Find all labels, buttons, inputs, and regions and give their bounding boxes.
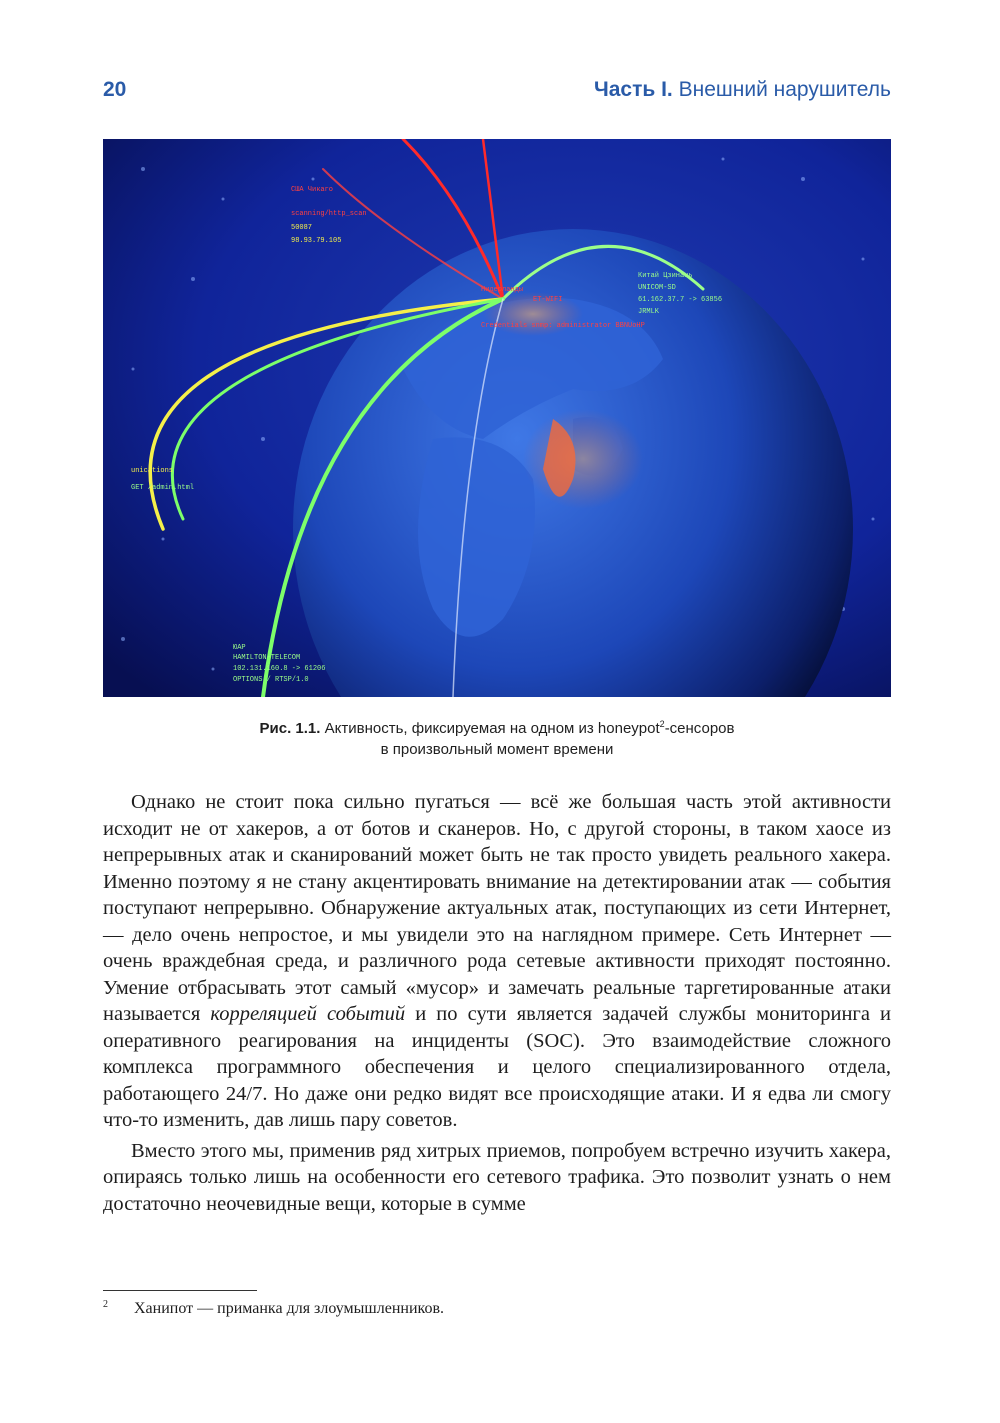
- label-right-1: Китай Цзинань: [638, 272, 693, 280]
- paragraph-1-part-1: Однако не стоит пока сильно пугаться — всё же большая часть этой активности исходит не от хакеров, а от ботов и сканеров. Но, с другой стороны, в таком хаосе из непрерывных атак и сканирований может быть не так просто увидеть реального хакера. Именно поэтому я не стану акцентировать внимание на детектировании атак — события поступают непрерывно. Обнаружение актуальных атак, поступающих из сети Интернет, — дело очень непростое, и мы увидели это на наглядном примере. Сеть Интернет — очень враждебная среда, и различного рода сетевые активности приходят постоянно. Умение отбрасывать этот самый «мусор» и замечать реальные таргетированные атаки называется: [103, 791, 891, 1025]
- footnote-mark: 2: [103, 1299, 108, 1310]
- label-top-2: scanning/http_scan: [291, 210, 367, 218]
- label-bottom-4: OPTIONS / RTSP/1.0: [233, 676, 309, 684]
- label-left-2: GET /admin.html: [131, 484, 195, 492]
- label-right-3: 61.162.37.7 -> 63856: [638, 296, 723, 304]
- caption-line-1: [103, 718, 891, 739]
- city-lights-glow: [523, 409, 643, 509]
- caption-line-2: в произвольный момент времени: [380, 741, 614, 758]
- label-center-2: ET-WIFI: [533, 296, 563, 304]
- globe-illustration: [103, 139, 891, 697]
- footnote-text: Ханипот — приманка для злоумышленников.: [134, 1300, 445, 1317]
- label-top-1: США Чикаго: [291, 186, 334, 194]
- caption-text-after: -сенсоров: [664, 720, 735, 737]
- caption-footnote-ref: 2: [659, 719, 665, 729]
- chapter-title: [594, 78, 891, 102]
- running-header: [103, 74, 891, 106]
- body-text: [103, 789, 891, 1221]
- label-left-1: unications: [131, 467, 174, 475]
- label-bottom-2: HAMILTON-TELECOM: [233, 654, 301, 662]
- label-center-3: Credentials snmp: administrator BBNUoHP: [481, 322, 645, 330]
- label-right-2: UNICOM-SD: [638, 284, 676, 292]
- footnote: [103, 1298, 891, 1320]
- caption-text-before: Активность, фиксируемая на одном из honeypot: [324, 720, 660, 737]
- label-bottom-3: 102.131.160.8 -> 61206: [233, 665, 326, 673]
- label-top-3: 50087: [291, 224, 313, 232]
- label-bottom-1: ЮАР: [233, 644, 246, 652]
- paragraph-2: Вместо этого мы, применив ряд хитрых приемов, попробуем встречно изучить хакера, опираясь только лишь на особенности его сетевого трафика. Это позволит узнать о нем достаточно неочевидные вещи, которые в сумме: [103, 1139, 891, 1215]
- part-title: Внешний нарушитель: [678, 78, 891, 101]
- label-center-1: Нидерланды: [481, 286, 524, 294]
- paragraph-1: [103, 789, 891, 1134]
- caption-label: Рис. 1.1.: [259, 720, 321, 737]
- paragraph-1-part-2: и по сути является задачей службы мониторинга и оперативного реагирования на инциденты (SOC). Это взаимодействие сложного комплекса программного обеспечения и целого специализированного отдела, работающего 24/7. Но даже они редко видят все происходящие атаки. И я едва ли смогу что-то изменить, дав лишь пару советов.: [103, 1003, 892, 1131]
- paragraph-1-italic: корреляцией событий: [210, 1003, 406, 1025]
- footnote-divider: [103, 1290, 257, 1291]
- label-right-4: JRMLK: [638, 308, 660, 316]
- page-number: 20: [103, 78, 127, 101]
- label-top-4: 98.93.79.105: [291, 237, 342, 245]
- honeypot-globe-figure: [103, 139, 891, 697]
- figure-caption: [103, 718, 891, 760]
- part-label: Часть I.: [593, 78, 673, 101]
